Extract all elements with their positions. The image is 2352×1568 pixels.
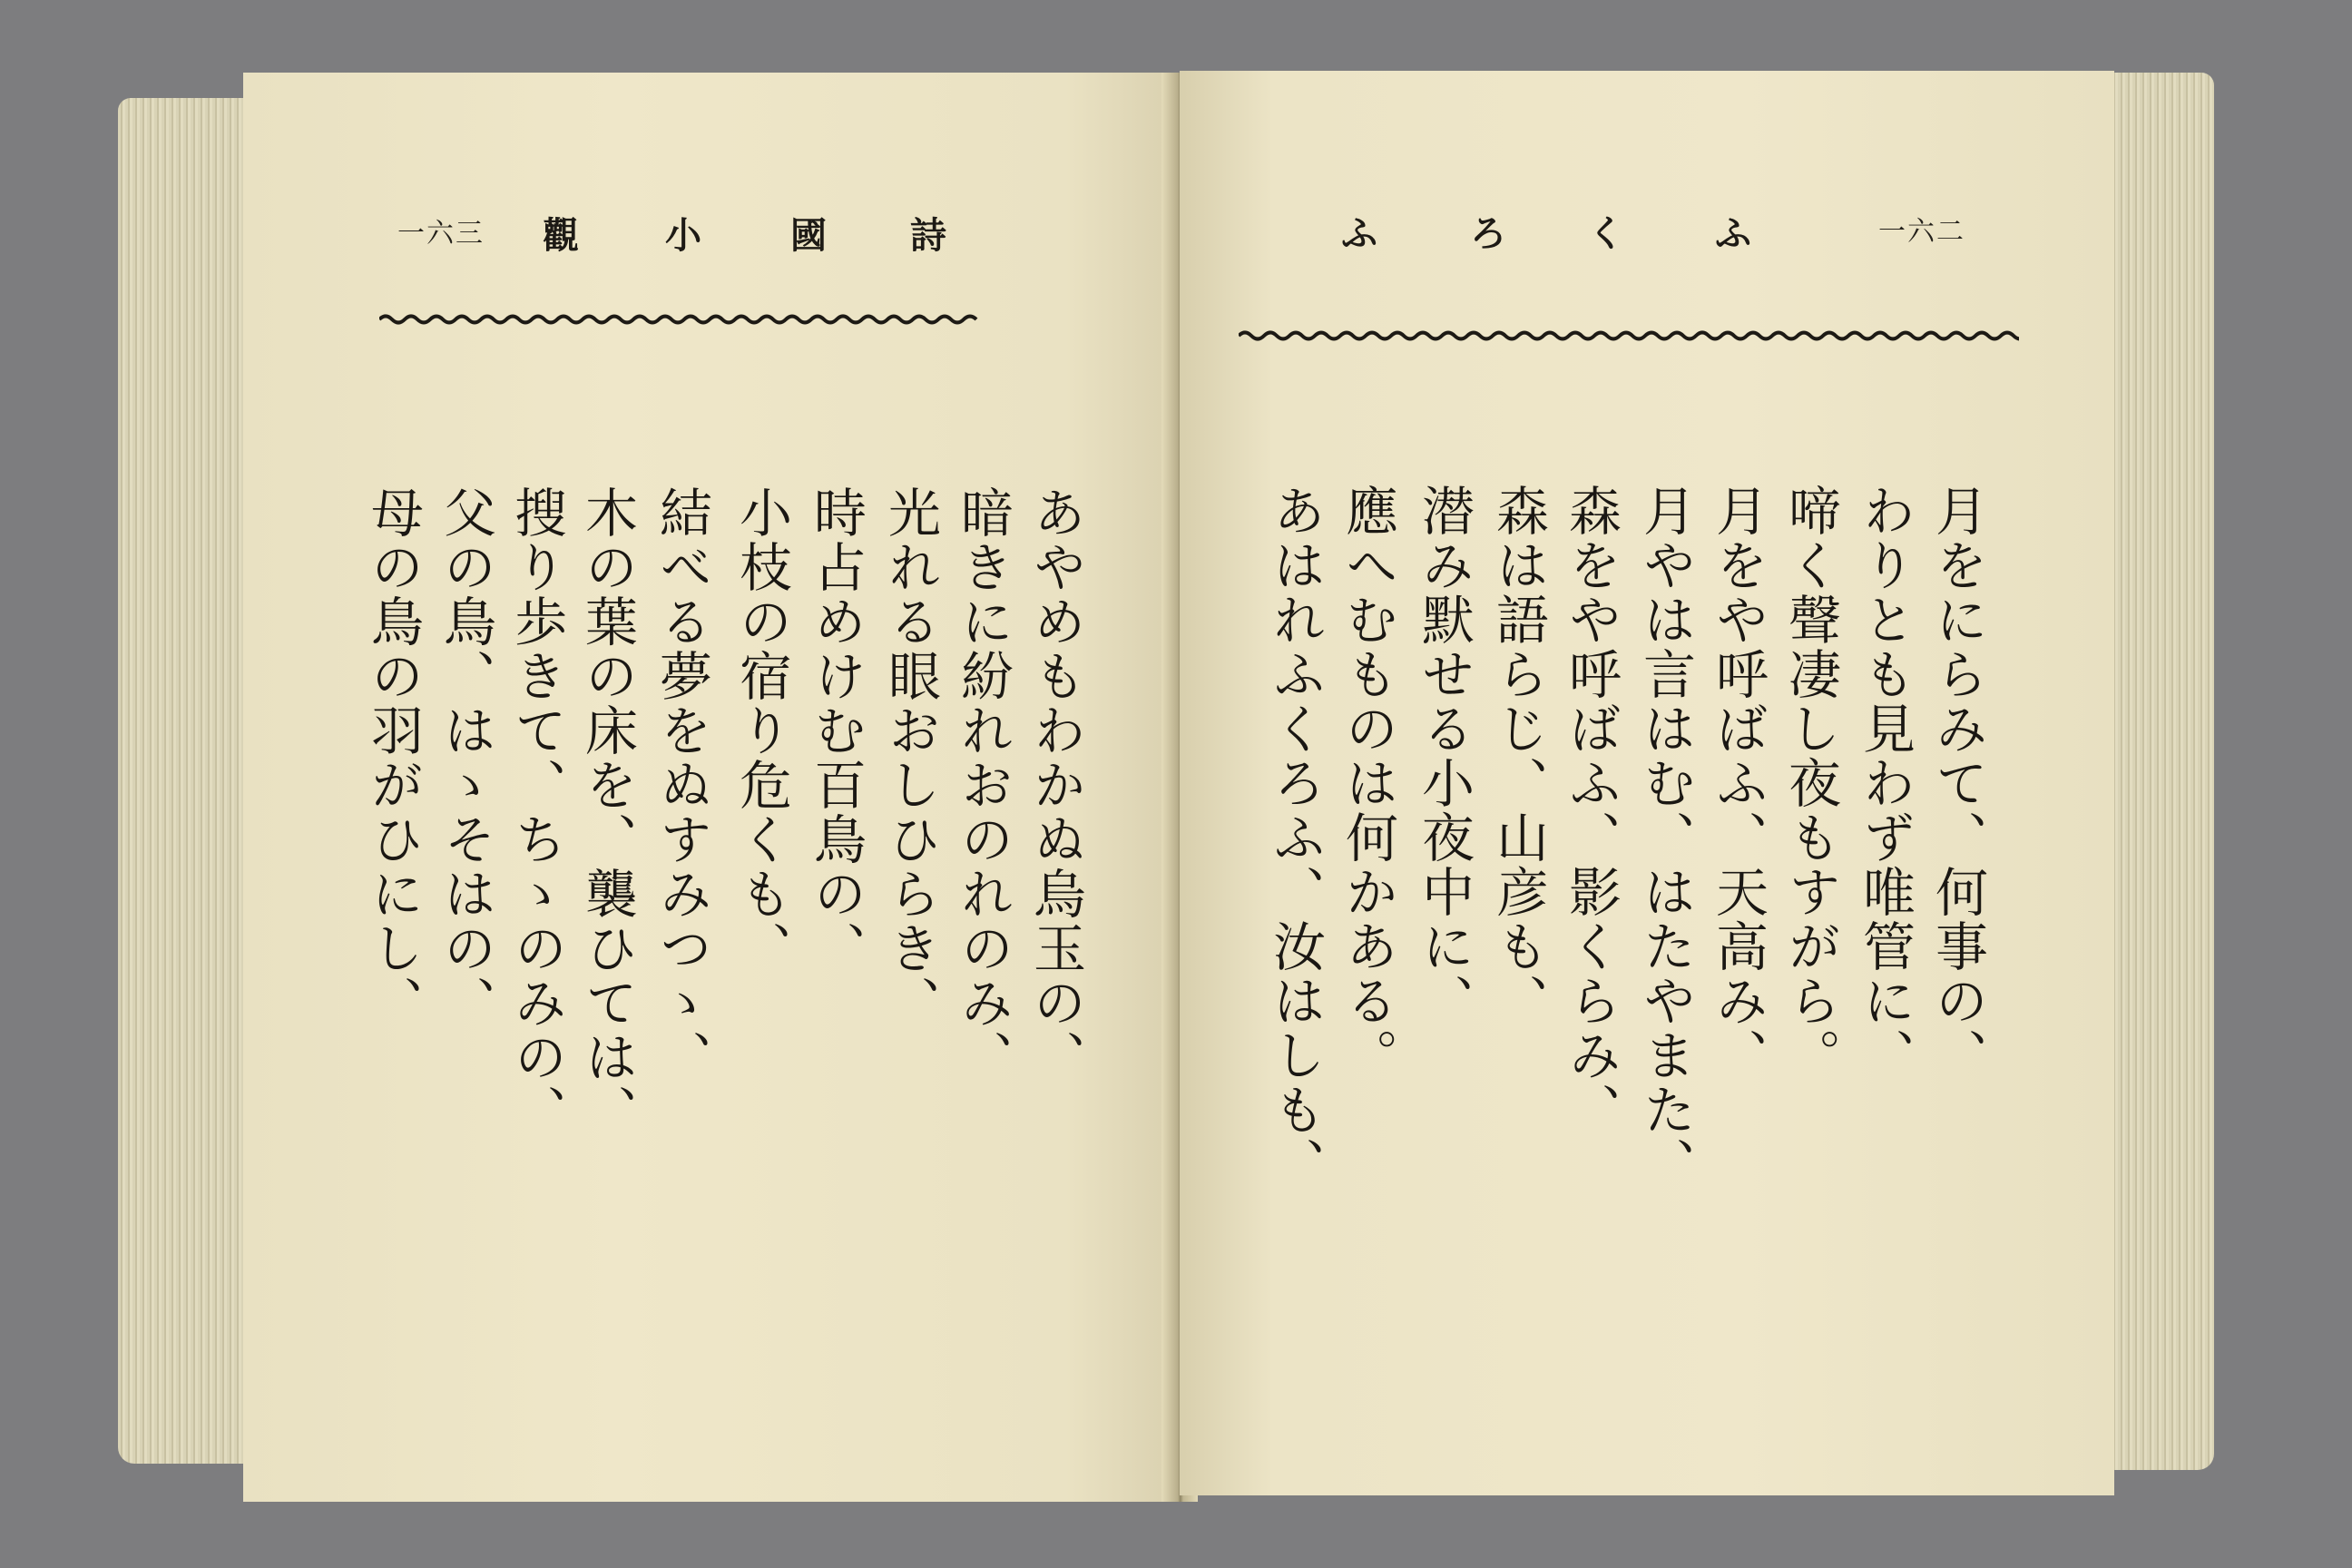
verse-line: 光れる眼おしひらき、	[879, 485, 941, 1030]
running-title-right	[1180, 205, 2114, 255]
verse-line: 森は語らじ、山彦も、	[1487, 484, 1549, 1028]
verse-line: 應へむものは何かある。	[1337, 484, 1398, 1083]
verse-line: 木の葉の床を、襲ひては、	[576, 485, 638, 1139]
verse-line: わりとも見わず唯管に、	[1854, 484, 1916, 1083]
verse-line: 月をにらみて、何事の、	[1926, 484, 1988, 1083]
verse-line: 月やは言はむ、はたやまた、	[1634, 484, 1696, 1191]
verse-line: 父の鳥、はゝそはの、	[435, 485, 496, 1030]
title-char: く	[1588, 212, 1624, 255]
title-char: ふ	[1341, 212, 1377, 255]
verse-line: 月をや呼ばふ、天高み、	[1707, 484, 1769, 1083]
left-page	[243, 73, 1178, 1502]
verse-line: 潜み默せる小夜中に、	[1413, 484, 1475, 1028]
title-char: 詩	[910, 214, 946, 257]
verse-line: 母の鳥の羽がひにし、	[362, 485, 424, 1030]
right-page	[1180, 71, 2114, 1495]
verse-line: 啼く聲凄し夜もすがら。	[1779, 484, 1841, 1083]
page-number-left: 一六三	[397, 218, 485, 250]
verse-line: 小枝の宿り危くも、	[730, 485, 792, 975]
page-number-right: 一六二	[1878, 216, 1965, 248]
verse-line: あはれふくろふ、汝はしも、	[1264, 484, 1326, 1191]
title-char: 國	[790, 214, 827, 257]
title-char: 小	[665, 214, 701, 257]
verse-line: 搜り歩きて、ちゝのみの、	[505, 485, 567, 1139]
title-char: ろ	[1470, 212, 1506, 255]
title-char: 觀	[543, 214, 579, 257]
verse-line: 時占めけむ百鳥の、	[805, 485, 867, 975]
left-page-edges	[118, 98, 254, 1464]
verse-line: 結べる夢をぬすみつゝ、	[651, 485, 712, 1084]
verse-line: あやめもわかぬ烏玉の、	[1024, 485, 1086, 1084]
running-title-left	[243, 207, 1178, 257]
wavy-rule-left	[379, 310, 978, 328]
wavy-rule-right	[1239, 327, 2019, 345]
title-char: ふ	[1715, 212, 1751, 255]
verse-line: 森をや呼ばふ、影くらみ、	[1560, 484, 1622, 1137]
verse-line: 暗きに紛れおのれのみ、	[952, 485, 1014, 1084]
